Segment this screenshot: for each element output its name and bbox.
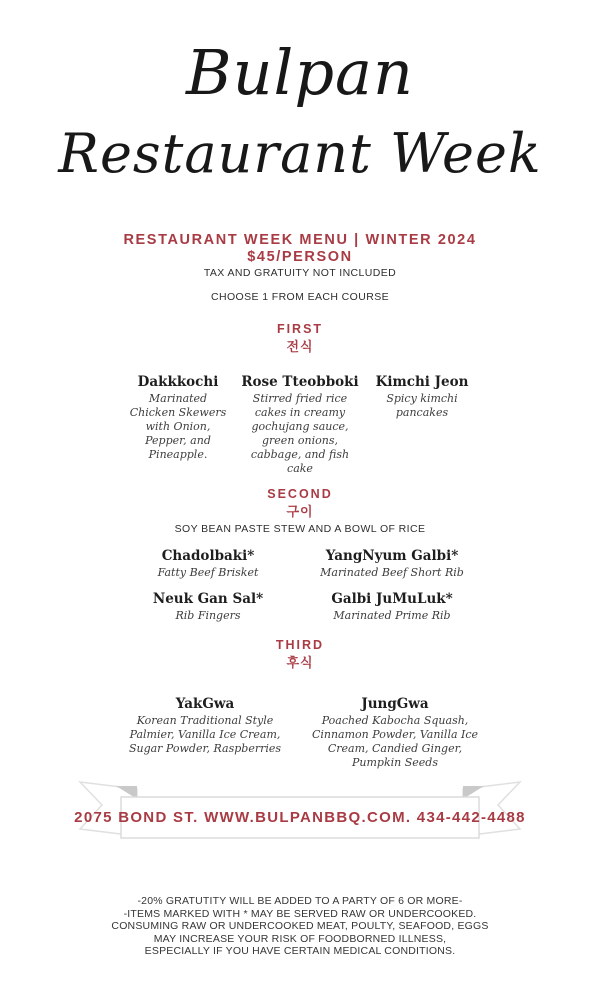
item-desc: Poached Kabocha Squash, Cinnamon Powder, Vanilla Ice Cream, Candied Ginger, Pumpkin Seeds [311, 714, 479, 769]
course-second-name: SECOND [267, 487, 333, 501]
course-second-korean: 구이 [286, 504, 314, 519]
course-third-items [0, 696, 600, 770]
course-first-name: FIRST [276, 322, 324, 336]
choose-note: CHOOSE 1 FROM EACH COURSE [210, 291, 390, 303]
footer-disclaimer [0, 895, 600, 958]
menu-item [302, 548, 482, 580]
menu-item [302, 591, 482, 623]
item-title: YakGwa [175, 696, 235, 712]
item-title: JungGwa [361, 696, 429, 712]
item-title: Galbi JuMuLuk* [331, 591, 453, 607]
item-desc: Marinated Chicken Skewers with Onion, Pepper, and Pineapple. [129, 392, 227, 461]
menu-item [118, 548, 298, 580]
disclaimer-line: ESPECIALLY IF YOU HAVE CERTAIN MEDICAL CONDITIONS. [144, 945, 456, 958]
menu-item [362, 374, 482, 476]
item-desc: Marinated Beef Short Rib [320, 566, 464, 579]
logo-script-line1: Bulpan [186, 36, 414, 109]
logo-script-line2: Restaurant Week [58, 122, 542, 185]
menu-item [118, 374, 238, 476]
menu-item [118, 591, 298, 623]
disclaimer-line: CONSUMING RAW OR UNDERCOOKED MEAT, POULTY, SEAFOOD, EGGS [111, 920, 489, 933]
course-third-name: THIRD [275, 638, 325, 652]
item-title: Rose Tteobboki [241, 374, 359, 390]
disclaimer-line: MAY INCREASE YOUR RISK OF FOODBORNED ILLNESS, [153, 932, 447, 945]
course-second-items [118, 548, 482, 623]
item-title: Dakkkochi [137, 374, 219, 390]
course-first-korean: 전식 [286, 339, 314, 354]
item-desc: Korean Traditional Style Palmier, Vanilla Ice Cream, Sugar Powder, Raspberries [128, 714, 282, 755]
menu-price: $45/PERSON [247, 249, 353, 265]
course-third-korean: 후식 [286, 655, 314, 670]
item-title: Neuk Gan Sal* [152, 591, 264, 607]
menu-item [240, 374, 360, 476]
ribbon-address-text: 2075 BOND ST. WWW.BULPANBBQ.COM. 434-442-4488 [74, 809, 526, 826]
item-desc: Fatty Beef Brisket [157, 566, 259, 579]
menu-title: RESTAURANT WEEK MENU | WINTER 2024 [123, 232, 477, 248]
item-desc: Marinated Prime Rib [333, 609, 451, 622]
course-first-items [0, 374, 600, 476]
item-desc: Spicy kimchi pancakes [386, 392, 458, 419]
menu-item [115, 696, 295, 770]
item-desc: Rib Fingers [175, 609, 241, 622]
course-second-subtitle: SOY BEAN PASTE STEW AND A BOWL OF RICE [174, 523, 426, 535]
item-title: Chadolbaki* [161, 548, 255, 564]
item-title: YangNyum Galbi* [325, 548, 459, 564]
menu-item [305, 696, 485, 770]
disclaimer-line: -ITEMS MARKED WITH * MAY BE SERVED RAW OR UNDERCOOKED. [123, 907, 477, 920]
disclaimer-line: -20% GRATUTITY WILL BE ADDED TO A PARTY OF 6 OR MORE- [137, 895, 463, 907]
item-title: Kimchi Jeon [375, 374, 469, 390]
item-desc: Stirred fried rice cakes in creamy gochujang sauce, green onions, cabbage, and fish cake [250, 392, 350, 475]
tax-note: TAX AND GRATUITY NOT INCLUDED [203, 267, 397, 279]
